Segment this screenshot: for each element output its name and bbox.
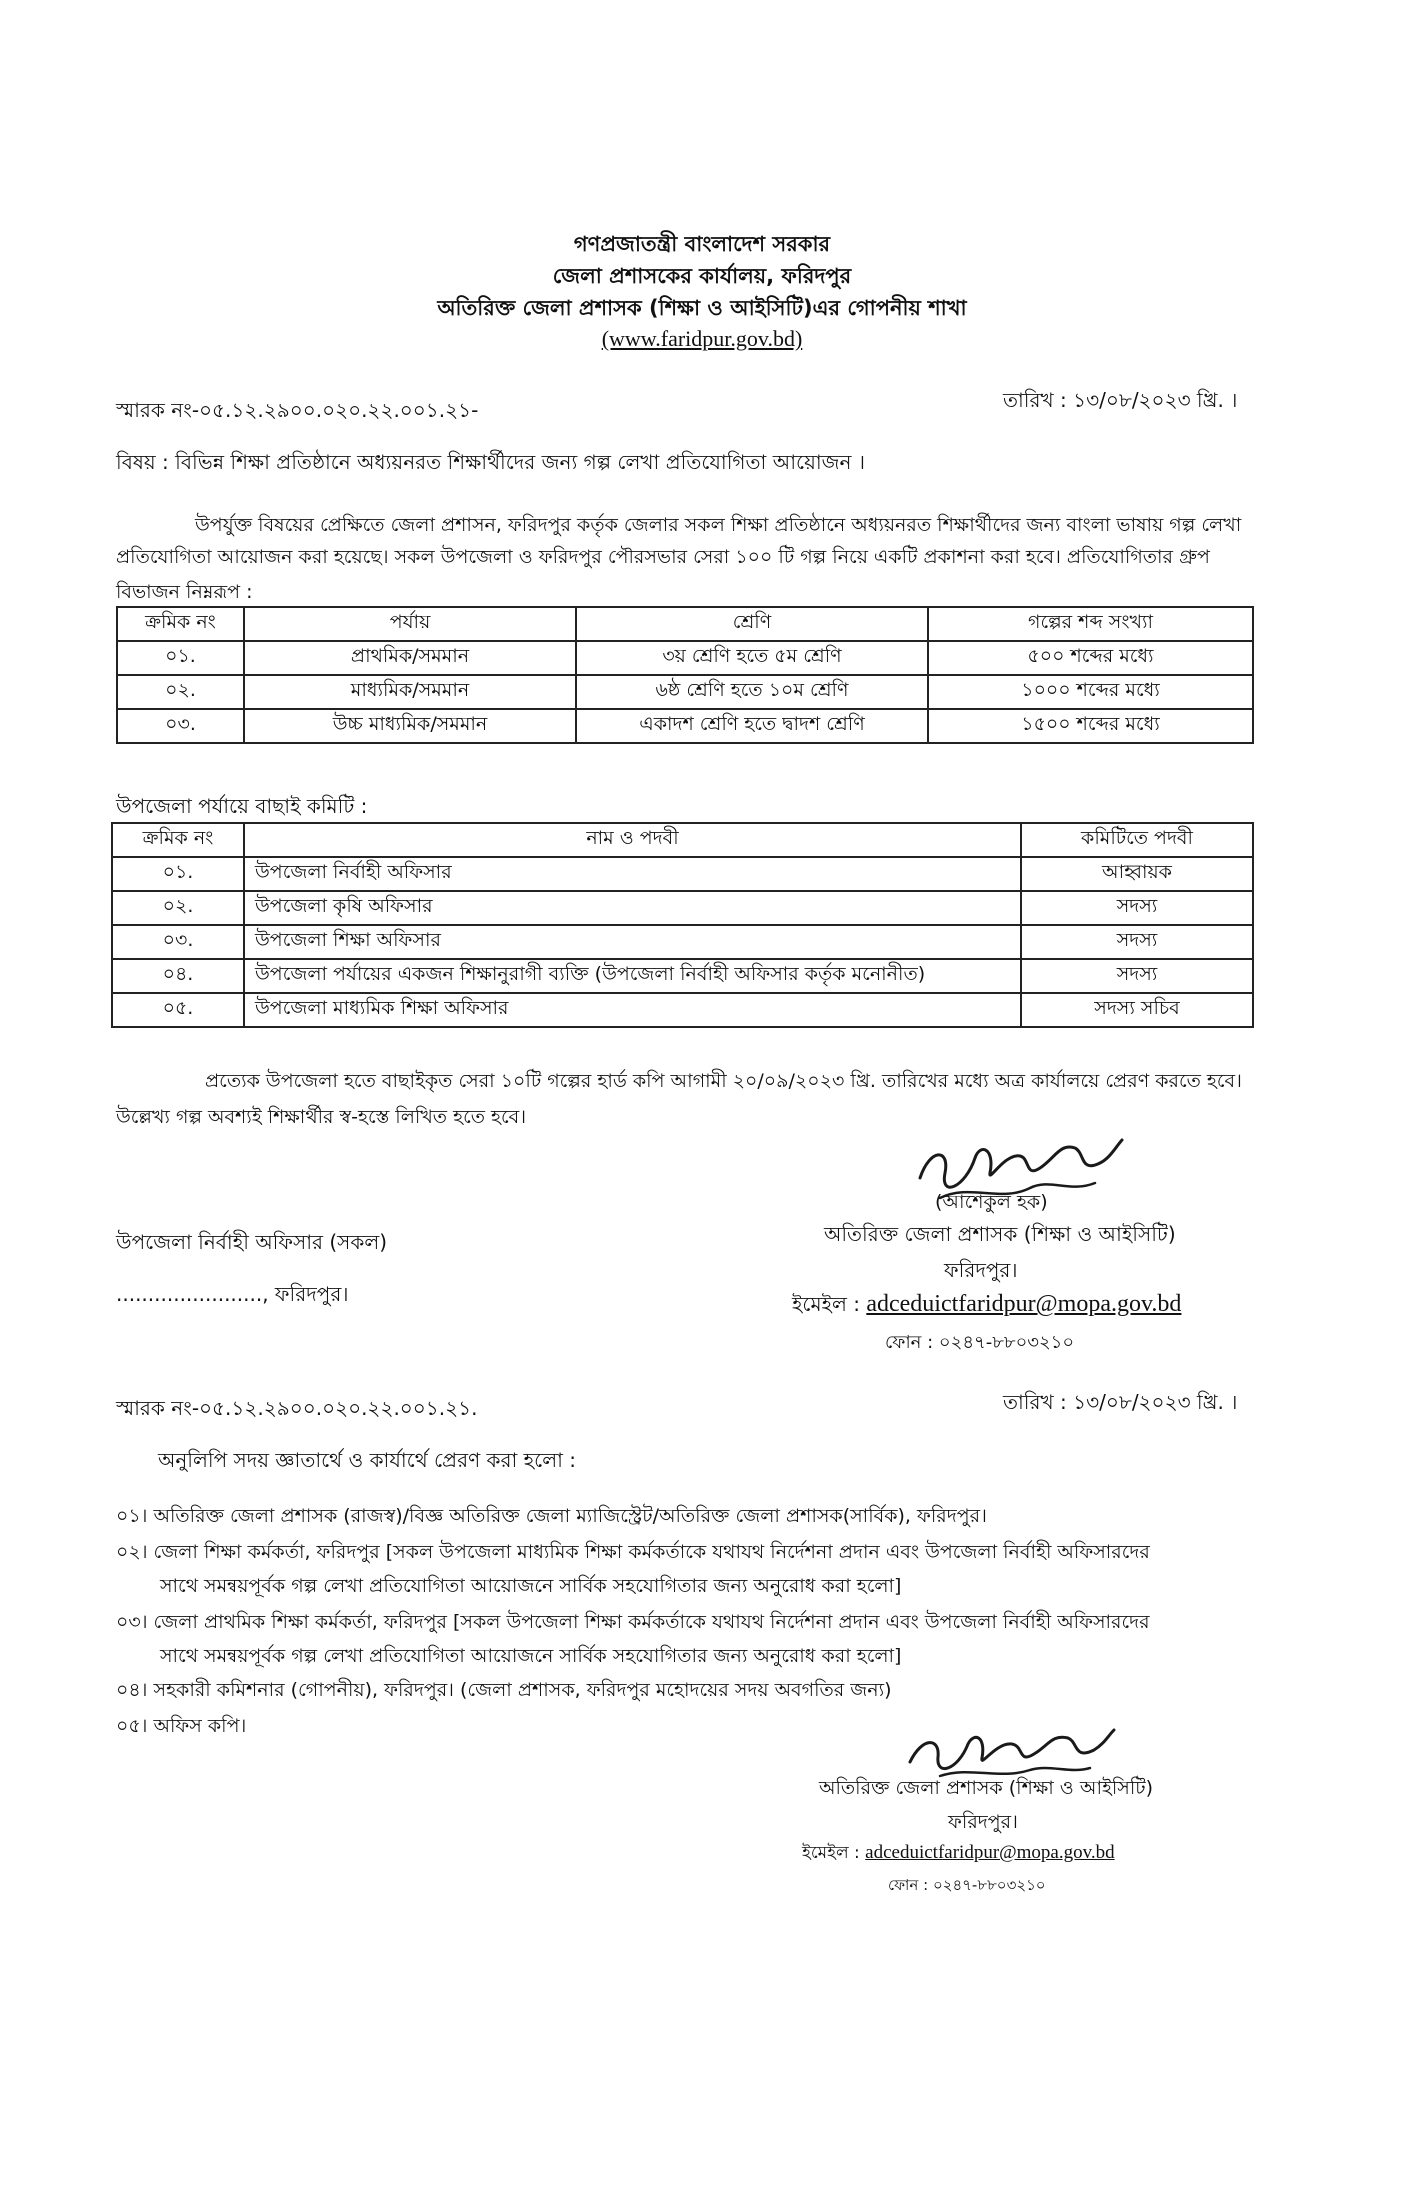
cell-role: সদস্য সচিব xyxy=(1021,993,1253,1027)
subject-line: বিষয় : বিভিন্ন শিক্ষা প্রতিষ্ঠানে অধ্যয়নরত শিক্ষার্থীদের জন্য গল্প লেখা প্রতিযোগিতা আয়োজন । xyxy=(116,450,865,474)
copy-item-3: ০৩। জেলা প্রাথমিক শিক্ষা কর্মকর্তা, ফরিদপুর [সকল উপজেলা শিক্ষা কর্মকর্তাকে যথাযথ নির্দেশনা প্রদান এবং উপজেলা নির্বাহী অফিসারদের xyxy=(116,1611,1150,1633)
col-word-count: গল্পের শব্দ সংখ্যা xyxy=(928,607,1253,641)
table-row xyxy=(112,891,1253,925)
cell-class: একাদশ শ্রেণি হতে দ্বাদশ শ্রেণি xyxy=(576,709,928,743)
intro-line-1: উপর্যুক্ত বিষয়ের প্রেক্ষিতে জেলা প্রশাসন, ফরিদপুর কর্তৃক জেলার সকল শিক্ষা প্রতিষ্ঠানে অধ্যয়নরত শিক্ষার্থীদের জন্য বাংলা ভাষায় গল্প লেখা xyxy=(195,514,1242,536)
cell-level: প্রাথমিক/সমমান xyxy=(244,641,576,675)
table-row xyxy=(117,641,1253,675)
branch-title: অতিরিক্ত জেলা প্রশাসক (শিক্ষা ও আইসিটি)এর গোপনীয় শাখা xyxy=(437,296,967,320)
copy-item-1: ০১। অতিরিক্ত জেলা প্রশাসক (রাজস্ব)/বিজ্ঞ অতিরিক্ত জেলা ম্যাজিস্ট্রেট/অতিরিক্ত জেলা প্রশাসক(সার্বিক), ফরিদপুর। xyxy=(116,1505,987,1527)
cell-level: উচ্চ মাধ্যমিক/সমমান xyxy=(244,709,576,743)
cell-role: সদস্য xyxy=(1021,891,1253,925)
cell-level: মাধ্যমিক/সমমান xyxy=(244,675,576,709)
website-link[interactable]: (www.faridpur.gov.bd) xyxy=(601,326,803,351)
cell-word-count: ৫০০ শব্দের মধ্যে xyxy=(928,641,1253,675)
signatory2-designation: অতিরিক্ত জেলা প্রশাসক (শিক্ষা ও আইসিটি) xyxy=(819,1777,1154,1799)
cell-serial: ০১. xyxy=(112,857,244,891)
signatory-email-row xyxy=(792,1290,1181,1323)
table-row xyxy=(117,675,1253,709)
cell-serial: ০১. xyxy=(117,641,244,675)
table-row xyxy=(112,857,1253,891)
email-label: ইমেইল : xyxy=(792,1292,860,1316)
office-title: জেলা প্রশাসকের কার্যালয়, ফরিদপুর xyxy=(552,264,852,288)
signatory2-phone: ফোন : ০২৪৭-৮৮০৩২১০ xyxy=(888,1876,1046,1894)
intro-line-2: প্রতিযোগিতা আয়োজন করা হয়েছে। সকল উপজেলা ও ফরিদপুর পৌরসভার সেরা ১০০ টি গল্প নিয়ে একটি প্রকাশনা করা হবে। প্রতিযোগিতার গ্রুপ xyxy=(116,546,1210,568)
cell-name: উপজেলা নির্বাহী অফিসার xyxy=(244,857,1021,891)
committee-table xyxy=(111,822,1254,1028)
signatory-designation: অতিরিক্ত জেলা প্রশাসক (শিক্ষা ও আইসিটি) xyxy=(824,1222,1176,1246)
copy-item-5: ০৫। অফিস কপি। xyxy=(116,1715,247,1737)
signatory2-email-row xyxy=(802,1840,1115,1868)
signatory-name: (আশেকুল হক) xyxy=(935,1191,1048,1213)
cell-serial: ০২. xyxy=(112,891,244,925)
cell-class: ৬ষ্ঠ শ্রেণি হতে ১০ম শ্রেণি xyxy=(576,675,928,709)
email-link[interactable]: adceduictfaridpur@mopa.gov.bd xyxy=(866,1291,1182,1317)
col-committee-role: কমিটিতে পদবী xyxy=(1021,823,1253,857)
memo-number: স্মারক নং-০৫.১২.২৯০০.০২০.২২.০০১.২১- xyxy=(116,398,479,422)
cell-name: উপজেলা পর্যায়ের একজন শিক্ষানুরাগী ব্যক্তি (উপজেলা নির্বাহী অফিসার কর্তৃক মনোনীত) xyxy=(244,959,1021,993)
cell-name: উপজেলা কৃষি অফিসার xyxy=(244,891,1021,925)
col-serial: ক্রমিক নং xyxy=(117,607,244,641)
col-class: শ্রেণি xyxy=(576,607,928,641)
cell-role: আহ্বায়ক xyxy=(1021,857,1253,891)
recipient-place: ......................., ফরিদপুর। xyxy=(116,1282,349,1306)
copy-item-4: ০৪। সহকারী কমিশনার (গোপনীয়), ফরিদপুর। (জেলা প্রশাসক, ফরিদপুর মহোদয়ের সদয় অবগতির জন্য) xyxy=(116,1679,892,1701)
instruction-line-1: প্রত্যেক উপজেলা হতে বাছাইকৃত সেরা ১০টি গল্পের হার্ড কপি আগামী ২০/০৯/২০২৩ খ্রি. তারিখের মধ্যে অত্র কার্যালয়ে প্রেরণ করতে হবে। xyxy=(205,1070,1242,1092)
email-link[interactable]: adceduictfaridpur@mopa.gov.bd xyxy=(865,1842,1115,1863)
table-row xyxy=(112,925,1253,959)
col-serial: ক্রমিক নং xyxy=(112,823,244,857)
cell-class: ৩য় শ্রেণি হতে ৫ম শ্রেণি xyxy=(576,641,928,675)
cell-serial: ০৩. xyxy=(112,925,244,959)
copy-item-3-cont: সাথে সমন্বয়পূর্বক গল্প লেখা প্রতিযোগিতা আয়োজনে সার্বিক সহযোগিতার জন্য অনুরোধ করা হলো] xyxy=(160,1645,902,1667)
table-row xyxy=(112,959,1253,993)
signatory2-place: ফরিদপুর। xyxy=(948,1811,1018,1833)
table-header-row xyxy=(117,607,1253,641)
cell-role: সদস্য xyxy=(1021,925,1253,959)
cell-word-count: ১৫০০ শব্দের মধ্যে xyxy=(928,709,1253,743)
cell-role: সদস্য xyxy=(1021,959,1253,993)
col-name-designation: নাম ও পদবী xyxy=(244,823,1021,857)
table-row xyxy=(117,709,1253,743)
cell-serial: ০৩. xyxy=(117,709,244,743)
memo2-date: তারিখ : ১৩/০৮/২০২৩ খ্রি. । xyxy=(1003,1390,1238,1414)
memo2-number: স্মারক নং-০৫.১২.২৯০০.০২০.২২.০০১.২১. xyxy=(116,1396,478,1420)
table-header-row xyxy=(112,823,1253,857)
group-table xyxy=(116,606,1254,744)
cell-serial: ০৫. xyxy=(112,993,244,1027)
copy-item-2: ০২। জেলা শিক্ষা কর্মকর্তা, ফরিদপুর [সকল উপজেলা মাধ্যমিক শিক্ষা কর্মকর্তাকে যথাযথ নির্দেশনা প্রদান এবং উপজেলা নির্বাহী অফিসারদের xyxy=(116,1541,1150,1563)
cell-name: উপজেলা মাধ্যমিক শিক্ষা অফিসার xyxy=(244,993,1021,1027)
recipient-designation: উপজেলা নির্বাহী অফিসার (সকল) xyxy=(116,1230,388,1254)
signatory-place: ফরিদপুর। xyxy=(944,1258,1018,1282)
copy-intro: অনুলিপি সদয় জ্ঞাতার্থে ও কার্যার্থে প্রেরণ করা হলো : xyxy=(158,1448,577,1472)
signatory-phone: ফোন : ০২৪৭-৮৮০৩২১০ xyxy=(885,1332,1075,1353)
cell-word-count: ১০০০ শব্দের মধ্যে xyxy=(928,675,1253,709)
email-label: ইমেইল : xyxy=(802,1843,860,1863)
cell-serial: ০৪. xyxy=(112,959,244,993)
intro-line-3: বিভাজন নিম্নরূপ : xyxy=(116,581,253,603)
col-level: পর্যায় xyxy=(244,607,576,641)
government-title: গণপ্রজাতন্ত্রী বাংলাদেশ সরকার xyxy=(573,232,831,256)
memo-date: তারিখ : ১৩/০৮/২০২৩ খ্রি. । xyxy=(1003,388,1238,412)
cell-name: উপজেলা শিক্ষা অফিসার xyxy=(244,925,1021,959)
committee-title: উপজেলা পর্যায়ে বাছাই কমিটি : xyxy=(116,794,368,818)
cell-serial: ০২. xyxy=(117,675,244,709)
copy-item-2-cont: সাথে সমন্বয়পূর্বক গল্প লেখা প্রতিযোগিতা আয়োজনে সার্বিক সহযোগিতার জন্য অনুরোধ করা হলো] xyxy=(160,1575,902,1597)
signature-scribble-2 xyxy=(900,1722,1120,1782)
table-row xyxy=(112,993,1253,1027)
instruction-line-2: উল্লেখ্য গল্প অবশ্যই শিক্ষার্থীর স্ব-হস্তে লিখিত হতে হবে। xyxy=(116,1106,526,1128)
